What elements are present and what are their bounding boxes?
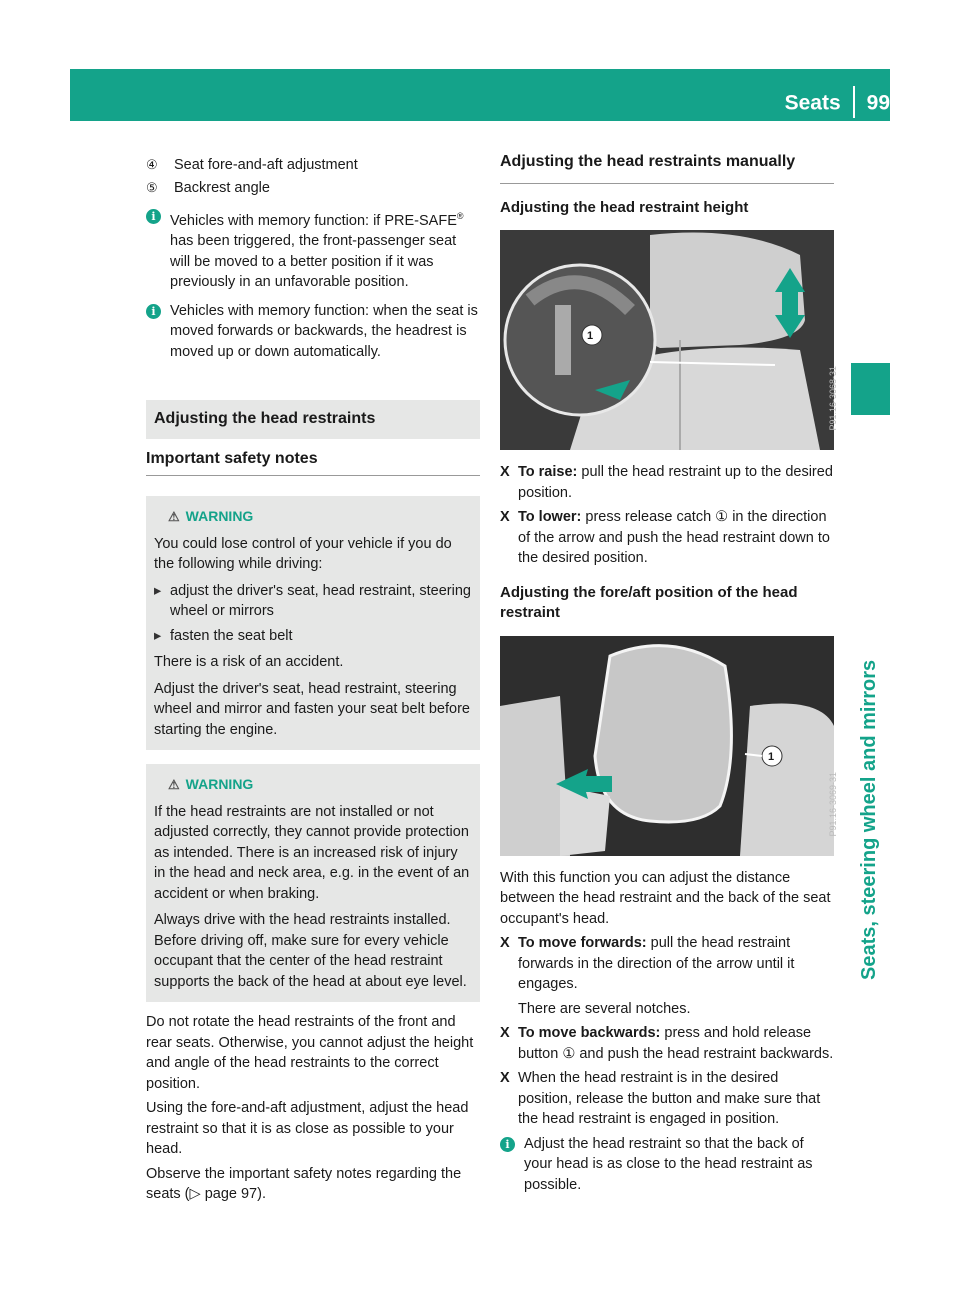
info-note [500,1134,834,1196]
page-number: 99 [866,91,890,115]
info-note [146,301,480,363]
info-text: Adjust the head restraint so that the back of your head is as close to the head restraint as possible. [524,1135,813,1193]
instruction-step [500,507,834,569]
paragraph: Do not rotate the head restraints of the front and rear seats. Otherwise, you cannot adjust the height and angle of the head restraints to the correct position. [146,1014,474,1092]
callout-5: ⑤ [146,179,158,195]
side-tab [851,363,890,415]
subheading: Important safety notes [146,449,480,477]
callout-4: ④ [146,157,158,172]
header-title [750,88,890,120]
page-title: Adjusting the head restraints manually [500,152,834,184]
instruction-step [500,1023,834,1064]
step-text: To lower: press release catch ① in the direction of the arrow and push the head restraint down to the desired position. [518,509,830,566]
warning-text: If the head restraints are not installed or not adjusted correctly, they cannot provide protection as intended. There is an increased risk of injury in the head and neck area, e.g. in the event of an accident or when braking. [154,803,470,902]
list-item [146,155,480,176]
instruction-step [500,933,834,995]
warning-text: Adjust the driver's seat, head restraint, steering wheel and mirror and fasten your seat belt before starting the engine. [154,680,470,738]
info-note [146,206,480,293]
info-icon: i [146,209,161,224]
warning-list [154,581,472,647]
right-column [500,152,839,1195]
callout-1: 1 [768,750,775,763]
body-text [146,1012,480,1205]
section-heading: Adjusting the head restraints [154,410,376,428]
instruction-step [500,1068,834,1130]
callout-1: ① [715,509,729,525]
info-text: Vehicles with memory function: if PRE-SAFE® has been triggered, the front-passenger seat will be moved to a better position if it was previously in an unfavorable position. [170,211,464,291]
side-label [858,420,888,980]
step-text: To move backwards: press and hold release button ① and push the head restraint backwards. [518,1025,834,1062]
seat-illustration-2 [500,636,834,856]
list-item-text: Backrest angle [174,179,270,196]
step-text: To raise: pull the head restraint up to the desired position. [518,464,833,501]
warning-text: Always drive with the head restraints installed. Before driving off, make sure for every vehicle occupant that the center of the head restraint supports the back of the head at about eye level. [154,912,467,990]
subheading: Adjusting the fore/aft position of the head restraint [500,583,798,621]
instruction-step [500,462,834,503]
seat-illustration-1 [500,230,834,450]
warning-box [146,764,480,1002]
step-text: When the head restraint is in the desired position, release the button and make sure that the head restraint is engaged in position. [518,1070,821,1127]
paragraph: There are several notches. [518,1000,691,1017]
page-ref-arrow-icon: ▷ [189,1186,201,1203]
list-item [146,178,480,199]
warning-icon: ⚠ [168,777,180,793]
warning-heading: ⚠ WARNING [154,774,472,796]
info-icon: i [500,1137,515,1152]
paragraph: Using the fore-and-aft adjustment, adjust the head restraint so that it is as close as possible to your head. [146,1100,469,1158]
paragraph: With this function you can adjust the distance between the head restraint and the back of the seat occupant's head. [500,869,831,927]
warning-icon: ⚠ [168,509,180,525]
section-heading-box [146,400,480,439]
image-code: P91.16-3068-31 [828,365,839,431]
info-text: Vehicles with memory function: when the seat is moved forwards or backwards, the headrest is moved up or down automatically. [170,302,478,360]
step-icon: X [500,1070,510,1086]
step-icon: X [500,509,510,525]
callout-1: 1 [587,330,594,342]
image-code: P91.16-3069-31 [828,771,839,837]
list-item: ▸ adjust the driver's seat, head restraint, steering wheel or mirrors [154,581,472,622]
warning-box [146,496,480,750]
warning-text: There is a risk of an accident. [154,654,344,671]
header-separator [853,86,855,118]
step-icon: X [500,464,510,480]
list-item: ▸ fasten the seat belt [154,626,472,647]
warning-heading: ⚠ WARNING [154,506,472,528]
side-label-text: Seats, steering wheel and mirrors [858,659,880,980]
step-icon: X [500,1025,510,1041]
info-icon: i [146,304,161,319]
head-restraint-height-photo [500,230,839,450]
paragraph: Observe the important safety notes regarding the seats (▷ page 97). [146,1165,462,1203]
step-text: To move forwards: pull the head restraint forwards in the direction of the arrow until it engages. [518,935,795,992]
warning-text: You could lose control of your vehicle if you do the following while driving: [154,535,452,573]
section-name: Seats [784,91,841,115]
callout-1: ① [562,1045,576,1062]
head-restraint-foreaft-photo [500,636,839,856]
step-icon: X [500,935,510,951]
left-column [146,155,480,1209]
list-item-text: Seat fore-and-aft adjustment [174,157,358,173]
subheading: Adjusting the head restraint height [500,198,749,216]
